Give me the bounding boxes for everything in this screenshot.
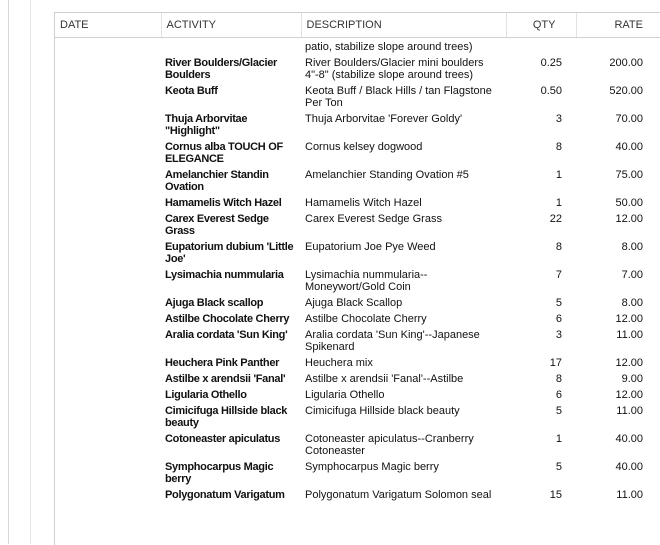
header-rate: RATE — [576, 13, 660, 38]
cell-date — [55, 38, 161, 56]
table-header-row — [55, 13, 660, 38]
cell-rate: 75.00 — [615, 169, 643, 181]
cell-rate: 7.00 — [621, 269, 643, 281]
cell-activity: Lysimachia nummularia — [165, 269, 284, 281]
header-activity: ACTIVITY — [161, 13, 301, 38]
cell-date — [55, 459, 161, 487]
cell-rate: 8.00 — [621, 241, 643, 253]
cell-activity: Ajuga Black scallop — [165, 297, 264, 309]
table-row — [55, 55, 660, 83]
cell-date — [55, 295, 161, 311]
cell-description: Amelanchier Standing Ovation #5 — [305, 169, 469, 181]
cell-activity: River Boulders/Glacier Boulders — [165, 57, 278, 81]
viewer-edge-right — [30, 0, 31, 544]
cell-qty: 0.50 — [540, 85, 562, 97]
cell-activity: Cimicifuga Hillside black beauty — [165, 405, 288, 429]
cell-date — [55, 487, 161, 503]
cell-description: Cornus kelsey dogwood — [305, 141, 423, 153]
cell-description: Astilbe Chocolate Cherry — [305, 313, 427, 325]
cell-date — [55, 371, 161, 387]
cell-qty: 15 — [549, 489, 562, 501]
cell-qty: 1 — [555, 169, 562, 181]
cell-description: Cimicifuga Hillside black beauty — [305, 405, 460, 417]
cell-date — [55, 211, 161, 239]
table-row-continuation — [55, 38, 660, 56]
viewer-edge-left — [8, 0, 9, 544]
cell-rate: 12.00 — [615, 313, 643, 325]
cell-qty — [506, 38, 576, 56]
cell-rate: 12.00 — [615, 389, 643, 401]
cell-description: Polygonatum Varigatum Solomon seal — [305, 489, 492, 501]
cell-date — [55, 139, 161, 167]
cell-date — [55, 55, 161, 83]
cell-description: Symphocarpus Magic berry — [305, 461, 439, 473]
table-row — [55, 83, 660, 111]
cell-rate: 8.00 — [621, 297, 643, 309]
cell-rate: 11.00 — [616, 489, 643, 501]
cell-qty: 3 — [555, 329, 562, 341]
cell-qty: 17 — [549, 357, 562, 369]
cell-description: Aralia cordata 'Sun King'--Japanese Spikenard — [305, 329, 480, 353]
table-row — [55, 431, 660, 459]
cell-activity: Cornus alba TOUCH OF ELEGANCE — [165, 141, 283, 165]
cell-qty: 5 — [555, 461, 562, 473]
cell-description: Hamamelis Witch Hazel — [305, 197, 422, 209]
cell-activity: Hamamelis Witch Hazel — [165, 197, 282, 209]
cell-description: Cotoneaster apiculatus--Cranberry Cotoneaster — [305, 433, 474, 457]
cell-qty: 1 — [555, 197, 562, 209]
cell-qty: 5 — [555, 297, 562, 309]
cell-rate: 520.00 — [609, 85, 643, 97]
cell-activity: Aralia cordata 'Sun King' — [165, 329, 288, 341]
table-row — [55, 195, 660, 211]
table-row — [55, 403, 660, 431]
cell-description: Ligularia Othello — [305, 389, 385, 401]
cell-qty: 0.25 — [540, 57, 562, 69]
table-row — [55, 167, 660, 195]
cell-rate: 40.00 — [615, 461, 643, 473]
cell-qty: 7 — [555, 269, 562, 281]
cell-rate: 12.00 — [615, 357, 643, 369]
cell-description: patio, stabilize slope around trees) — [305, 41, 473, 53]
cell-activity: Eupatorium dubium 'Little Joe' — [165, 241, 294, 265]
cell-activity: Carex Everest Sedge Grass — [165, 213, 269, 237]
cell-date — [55, 431, 161, 459]
cell-description: Ajuga Black Scallop — [305, 297, 403, 309]
table-row — [55, 111, 660, 139]
cell-rate: 12.00 — [615, 213, 643, 225]
cell-rate: 50.00 — [615, 197, 643, 209]
cell-rate: 200.00 — [609, 57, 643, 69]
table-row — [55, 267, 660, 295]
table-row — [55, 211, 660, 239]
table-row — [55, 139, 660, 167]
cell-date — [55, 311, 161, 327]
cell-qty: 1 — [555, 433, 562, 445]
cell-rate: 9.00 — [621, 373, 643, 385]
cell-description: Heuchera mix — [305, 357, 373, 369]
invoice-page — [54, 12, 660, 545]
cell-date — [55, 195, 161, 211]
header-date: DATE — [55, 13, 161, 38]
cell-qty: 8 — [555, 373, 562, 385]
cell-activity: Symphocarpus Magic berry — [165, 461, 274, 485]
cell-activity: Thuja Arborvitae "Highlight" — [165, 113, 248, 137]
cell-qty: 8 — [555, 241, 562, 253]
cell-date — [55, 267, 161, 295]
cell-activity: Amelanchier Standin Ovation — [165, 169, 269, 193]
cell-qty: 8 — [555, 141, 562, 153]
cell-description: Carex Everest Sedge Grass — [305, 213, 442, 225]
cell-rate — [576, 38, 660, 56]
cell-description: Astilbe x arendsii 'Fanal'--Astilbe — [305, 373, 464, 385]
cell-description: Eupatorium Joe Pye Weed — [305, 241, 436, 253]
cell-rate: 11.00 — [616, 405, 643, 417]
table-row — [55, 355, 660, 371]
cell-qty: 3 — [555, 113, 562, 125]
cell-activity: Astilbe Chocolate Cherry — [165, 313, 290, 325]
line-items-table — [55, 13, 660, 503]
cell-date — [55, 387, 161, 403]
cell-date — [55, 83, 161, 111]
cell-date — [55, 355, 161, 371]
cell-qty: 22 — [549, 213, 562, 225]
cell-description: Lysimachia nummularia--Moneywort/Gold Coin — [305, 269, 428, 293]
header-description: DESCRIPTION — [301, 13, 506, 38]
table-row — [55, 371, 660, 387]
cell-date — [55, 327, 161, 355]
cell-activity: Astilbe x arendsii 'Fanal' — [165, 373, 286, 385]
cell-qty: 5 — [555, 405, 562, 417]
table-row — [55, 295, 660, 311]
cell-description: River Boulders/Glacier mini boulders 4"-8" (stabilize slope around trees) — [305, 57, 484, 81]
cell-date — [55, 167, 161, 195]
cell-date — [55, 111, 161, 139]
table-row — [55, 311, 660, 327]
cell-qty: 6 — [555, 313, 562, 325]
cell-date — [55, 403, 161, 431]
table-row — [55, 239, 660, 267]
cell-activity: Heuchera Pink Panther — [165, 357, 280, 369]
cell-activity: Ligularia Othello — [165, 389, 247, 401]
cell-rate: 40.00 — [615, 433, 643, 445]
cell-rate: 11.00 — [616, 329, 643, 341]
cell-activity: Polygonatum Varigatum — [165, 489, 285, 501]
header-qty: QTY — [506, 13, 576, 38]
cell-rate: 40.00 — [615, 141, 643, 153]
cell-activity — [161, 38, 301, 56]
table-row — [55, 459, 660, 487]
cell-rate: 70.00 — [615, 113, 643, 125]
cell-description: Keota Buff / Black Hills / tan Flagstone Per Ton — [305, 85, 492, 109]
table-row — [55, 327, 660, 355]
cell-date — [55, 239, 161, 267]
cell-activity: Cotoneaster apiculatus — [165, 433, 281, 445]
cell-description: Thuja Arborvitae 'Forever Goldy' — [305, 113, 463, 125]
cell-activity: Keota Buff — [165, 85, 218, 97]
table-row — [55, 487, 660, 503]
table-row — [55, 387, 660, 403]
cell-qty: 6 — [555, 389, 562, 401]
